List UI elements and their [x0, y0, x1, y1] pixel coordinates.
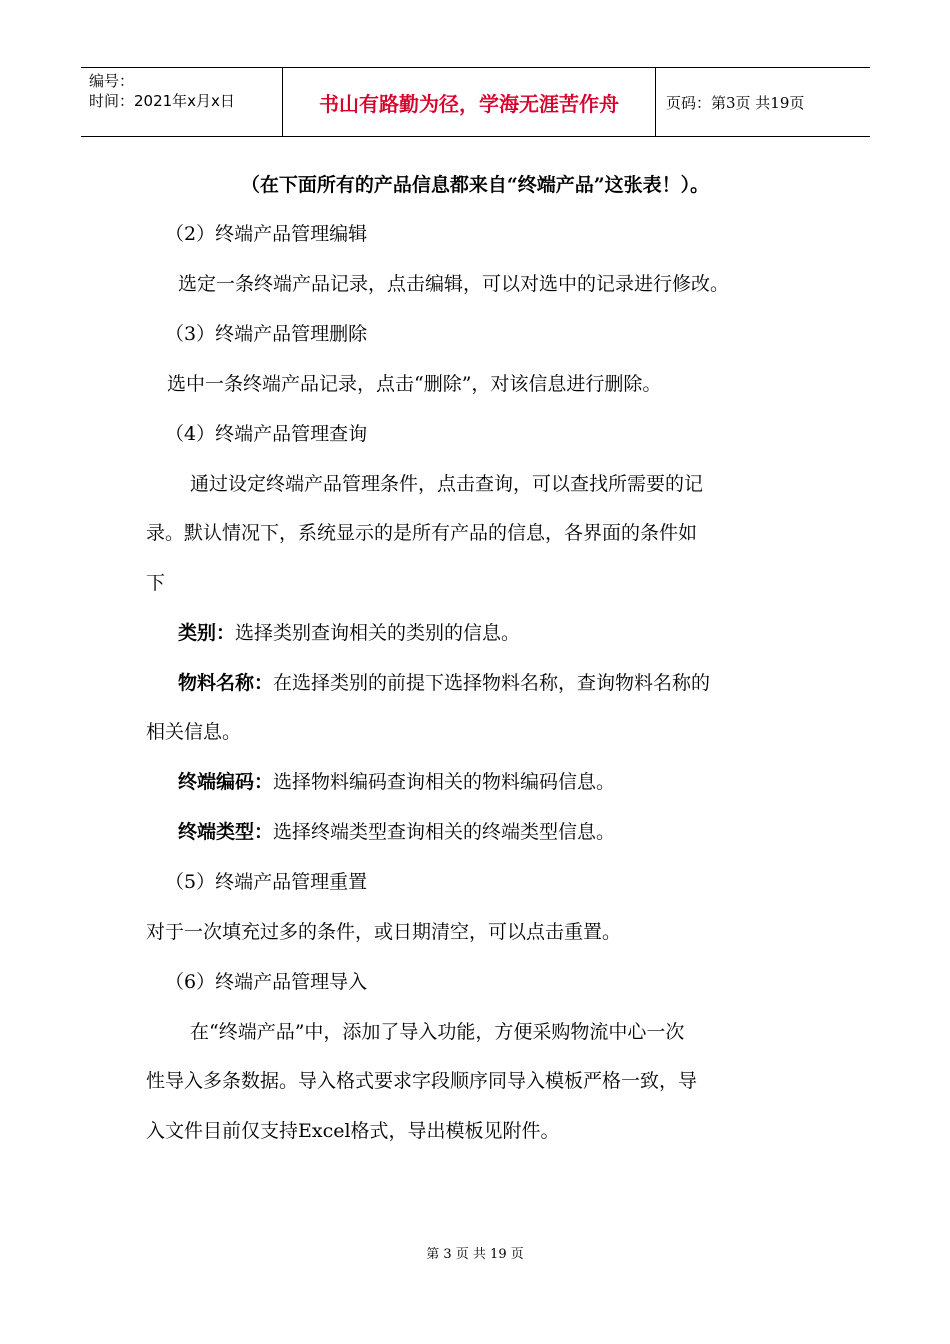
page-header: [81, 67, 870, 137]
category-item: [178, 621, 520, 645]
terminal-code-item: [178, 770, 615, 794]
category-label: 类别：: [178, 622, 236, 644]
section-5-body: 对于一次填充过多的条件，或日期清空，可以点击重置。: [146, 921, 622, 943]
page-footer: 第 3 页 共 19 页: [426, 1247, 524, 1262]
category-text: 选择类别查询相关的类别的信息。: [235, 622, 521, 644]
section-5-title: （5）终端产品管理重置: [165, 871, 368, 893]
section-4-body-line-3: 下: [146, 572, 166, 594]
terminal-code-label: 终端编码：: [178, 771, 274, 793]
material-text: 在选择类别的前提下选择物料名称，查询物料名称的: [273, 672, 711, 694]
header-motto: 书山有路勤为径，学海无涯苦作舟: [283, 68, 656, 136]
terminal-type-label: 终端类型：: [178, 821, 274, 843]
section-2-body: 选定一条终端产品记录，点击编辑，可以对选中的记录进行修改。: [178, 273, 730, 295]
section-6-body-line-1: 在“终端产品”中，添加了导入功能，方便采购物流中心一次: [190, 1021, 685, 1043]
section-4-body-line-1: 通过设定终端产品管理条件，点击查询，可以查找所需要的记: [190, 473, 704, 495]
section-6-title: （6）终端产品管理导入: [165, 971, 368, 993]
section-6-body-line-2: 性导入多条数据。导入格式要求字段顺序同导入模板严格一致，导: [146, 1070, 698, 1092]
material-label: 物料名称：: [178, 672, 274, 694]
material-text-line-2: 相关信息。: [146, 721, 242, 743]
section-3-title: （3）终端产品管理删除: [165, 323, 368, 345]
section-4-body-line-2: 录。默认情况下，系统显示的是所有产品的信息，各界面的条件如: [146, 522, 698, 544]
section-4-title: （4）终端产品管理查询: [165, 423, 368, 445]
terminal-code-text: 选择物料编码查询相关的物料编码信息。: [273, 771, 616, 793]
note-line: （在下面所有的产品信息都来自“终端产品”这张表！）。: [240, 174, 710, 196]
number-label: 编号：: [89, 72, 135, 90]
header-page-info: 页码：第3页 共19页: [666, 93, 805, 112]
material-item: [178, 671, 710, 695]
header-meta: [81, 68, 283, 136]
time-label: 时间：2021年x月x日: [89, 92, 235, 110]
terminal-type-item: [178, 820, 615, 844]
section-2-title: （2）终端产品管理编辑: [165, 223, 368, 245]
section-3-body: 选中一条终端产品记录，点击“删除”，对该信息进行删除。: [167, 373, 662, 395]
section-6-body-line-3: 入文件目前仅支持Excel格式，导出模板见附件。: [146, 1120, 560, 1142]
terminal-type-text: 选择终端类型查询相关的终端类型信息。: [273, 821, 616, 843]
